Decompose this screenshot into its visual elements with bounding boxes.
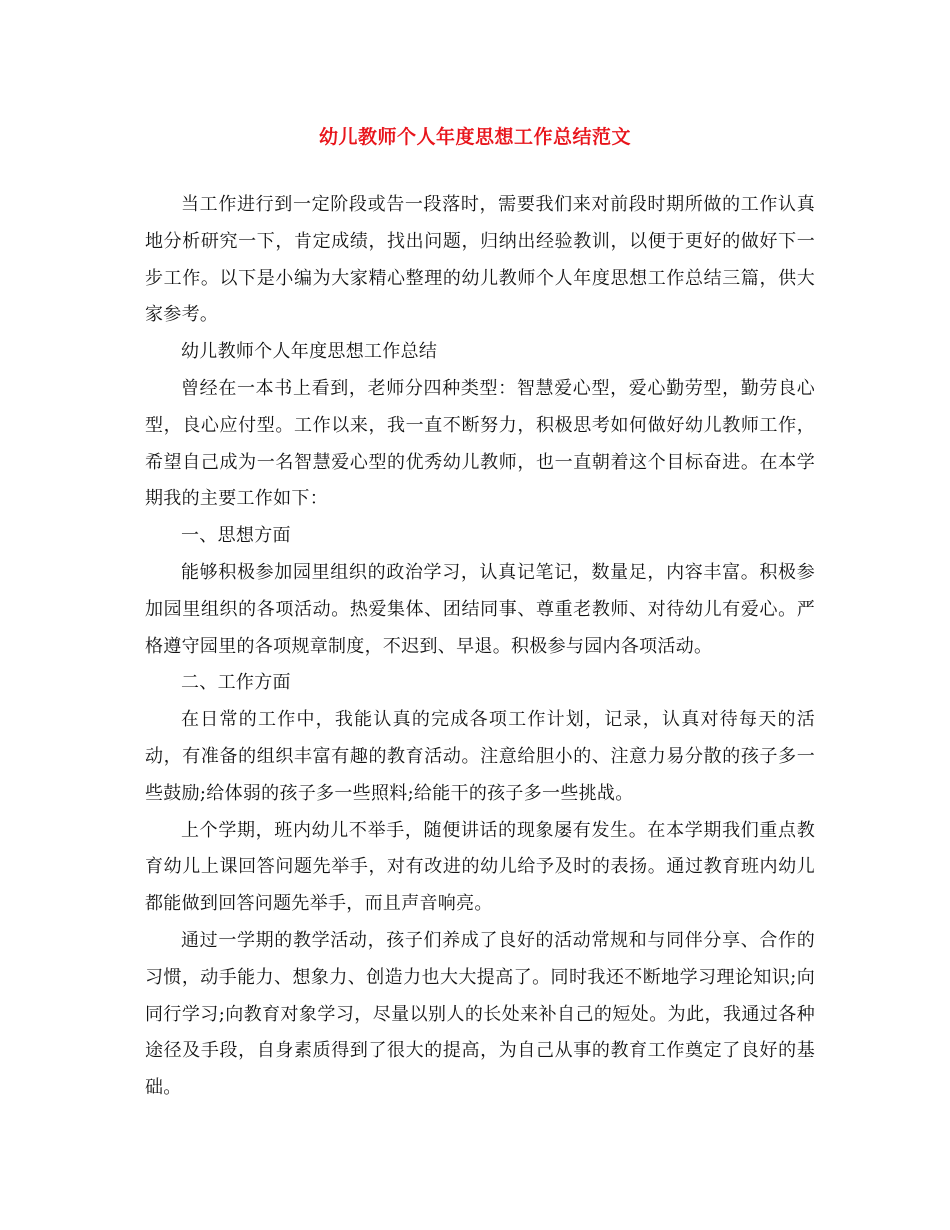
paragraph-work-habits: 上个学期，班内幼儿不举手，随便讲话的现象屡有发生。在本学期我们重点教育幼儿上课回答问题先举手，对有改进的幼儿给予及时的表扬。通过教育班内幼儿都能做到回答问题先举手，而且声音响亮。 [145,819,815,915]
document-body [145,187,815,1107]
paragraph-work-daily: 在日常的工作中，我能认真的完成各项工作计划，记录，认真对待每天的活动，有准备的组织丰富有趣的教育活动。注意给胆小的、注意力易分散的孩子多一些鼓励;给体弱的孩子多一些照料;给能干的孩子多一些挑战。 [145,709,815,804]
paragraph-thought: 能够积极参加园里组织的政治学习，认真记笔记，数量足，内容丰富。积极参加园里组织的各项活动。热爱集体、团结同事、尊重老教师、对待幼儿有爱心。严格遵守园里的各项规章制度，不迟到、早退。积极参与园内各项活动。 [145,561,815,657]
section-subtitle: 幼儿教师个人年度思想工作总结 [181,341,438,363]
paragraph-work-results: 通过一学期的教学活动，孩子们养成了良好的活动常规和与同伴分享、合作的习惯，动手能力、想象力、创造力也大大提高了。同时我还不断地学习理论知识;向同行学习;向教育对象学习，尽量以别人的长处来补自己的短处。为此，我通过各种途径及手段，自身素质得到了很大的提高，为自己从事的教育工作奠定了良好的基础。 [145,929,815,1099]
heading-thought: 一、思想方面 [181,525,291,547]
intro-paragraph: 当工作进行到一定阶段或告一段落时，需要我们来对前段时期所做的工作认真地分析研究一下，肯定成绩，找出问题，归纳出经验教训，以便于更好的做好下一步工作。以下是小编为大家精心整理的幼儿教师个人年度思想工作总结三篇，供大家参考。 [145,194,815,326]
heading-work: 二、工作方面 [181,672,291,694]
paragraph-teacher-types: 曾经在一本书上看到，老师分四种类型：智慧爱心型，爱心勤劳型，勤劳良心型，良心应付型。工作以来，我一直不断努力，积极思考如何做好幼儿教师工作，希望自己成为一名智慧爱心型的优秀幼儿教师，也一直朝着这个目标奋进。在本学期我的主要工作如下： [145,377,815,510]
document-title: 幼儿教师个人年度思想工作总结范文 [318,126,631,148]
